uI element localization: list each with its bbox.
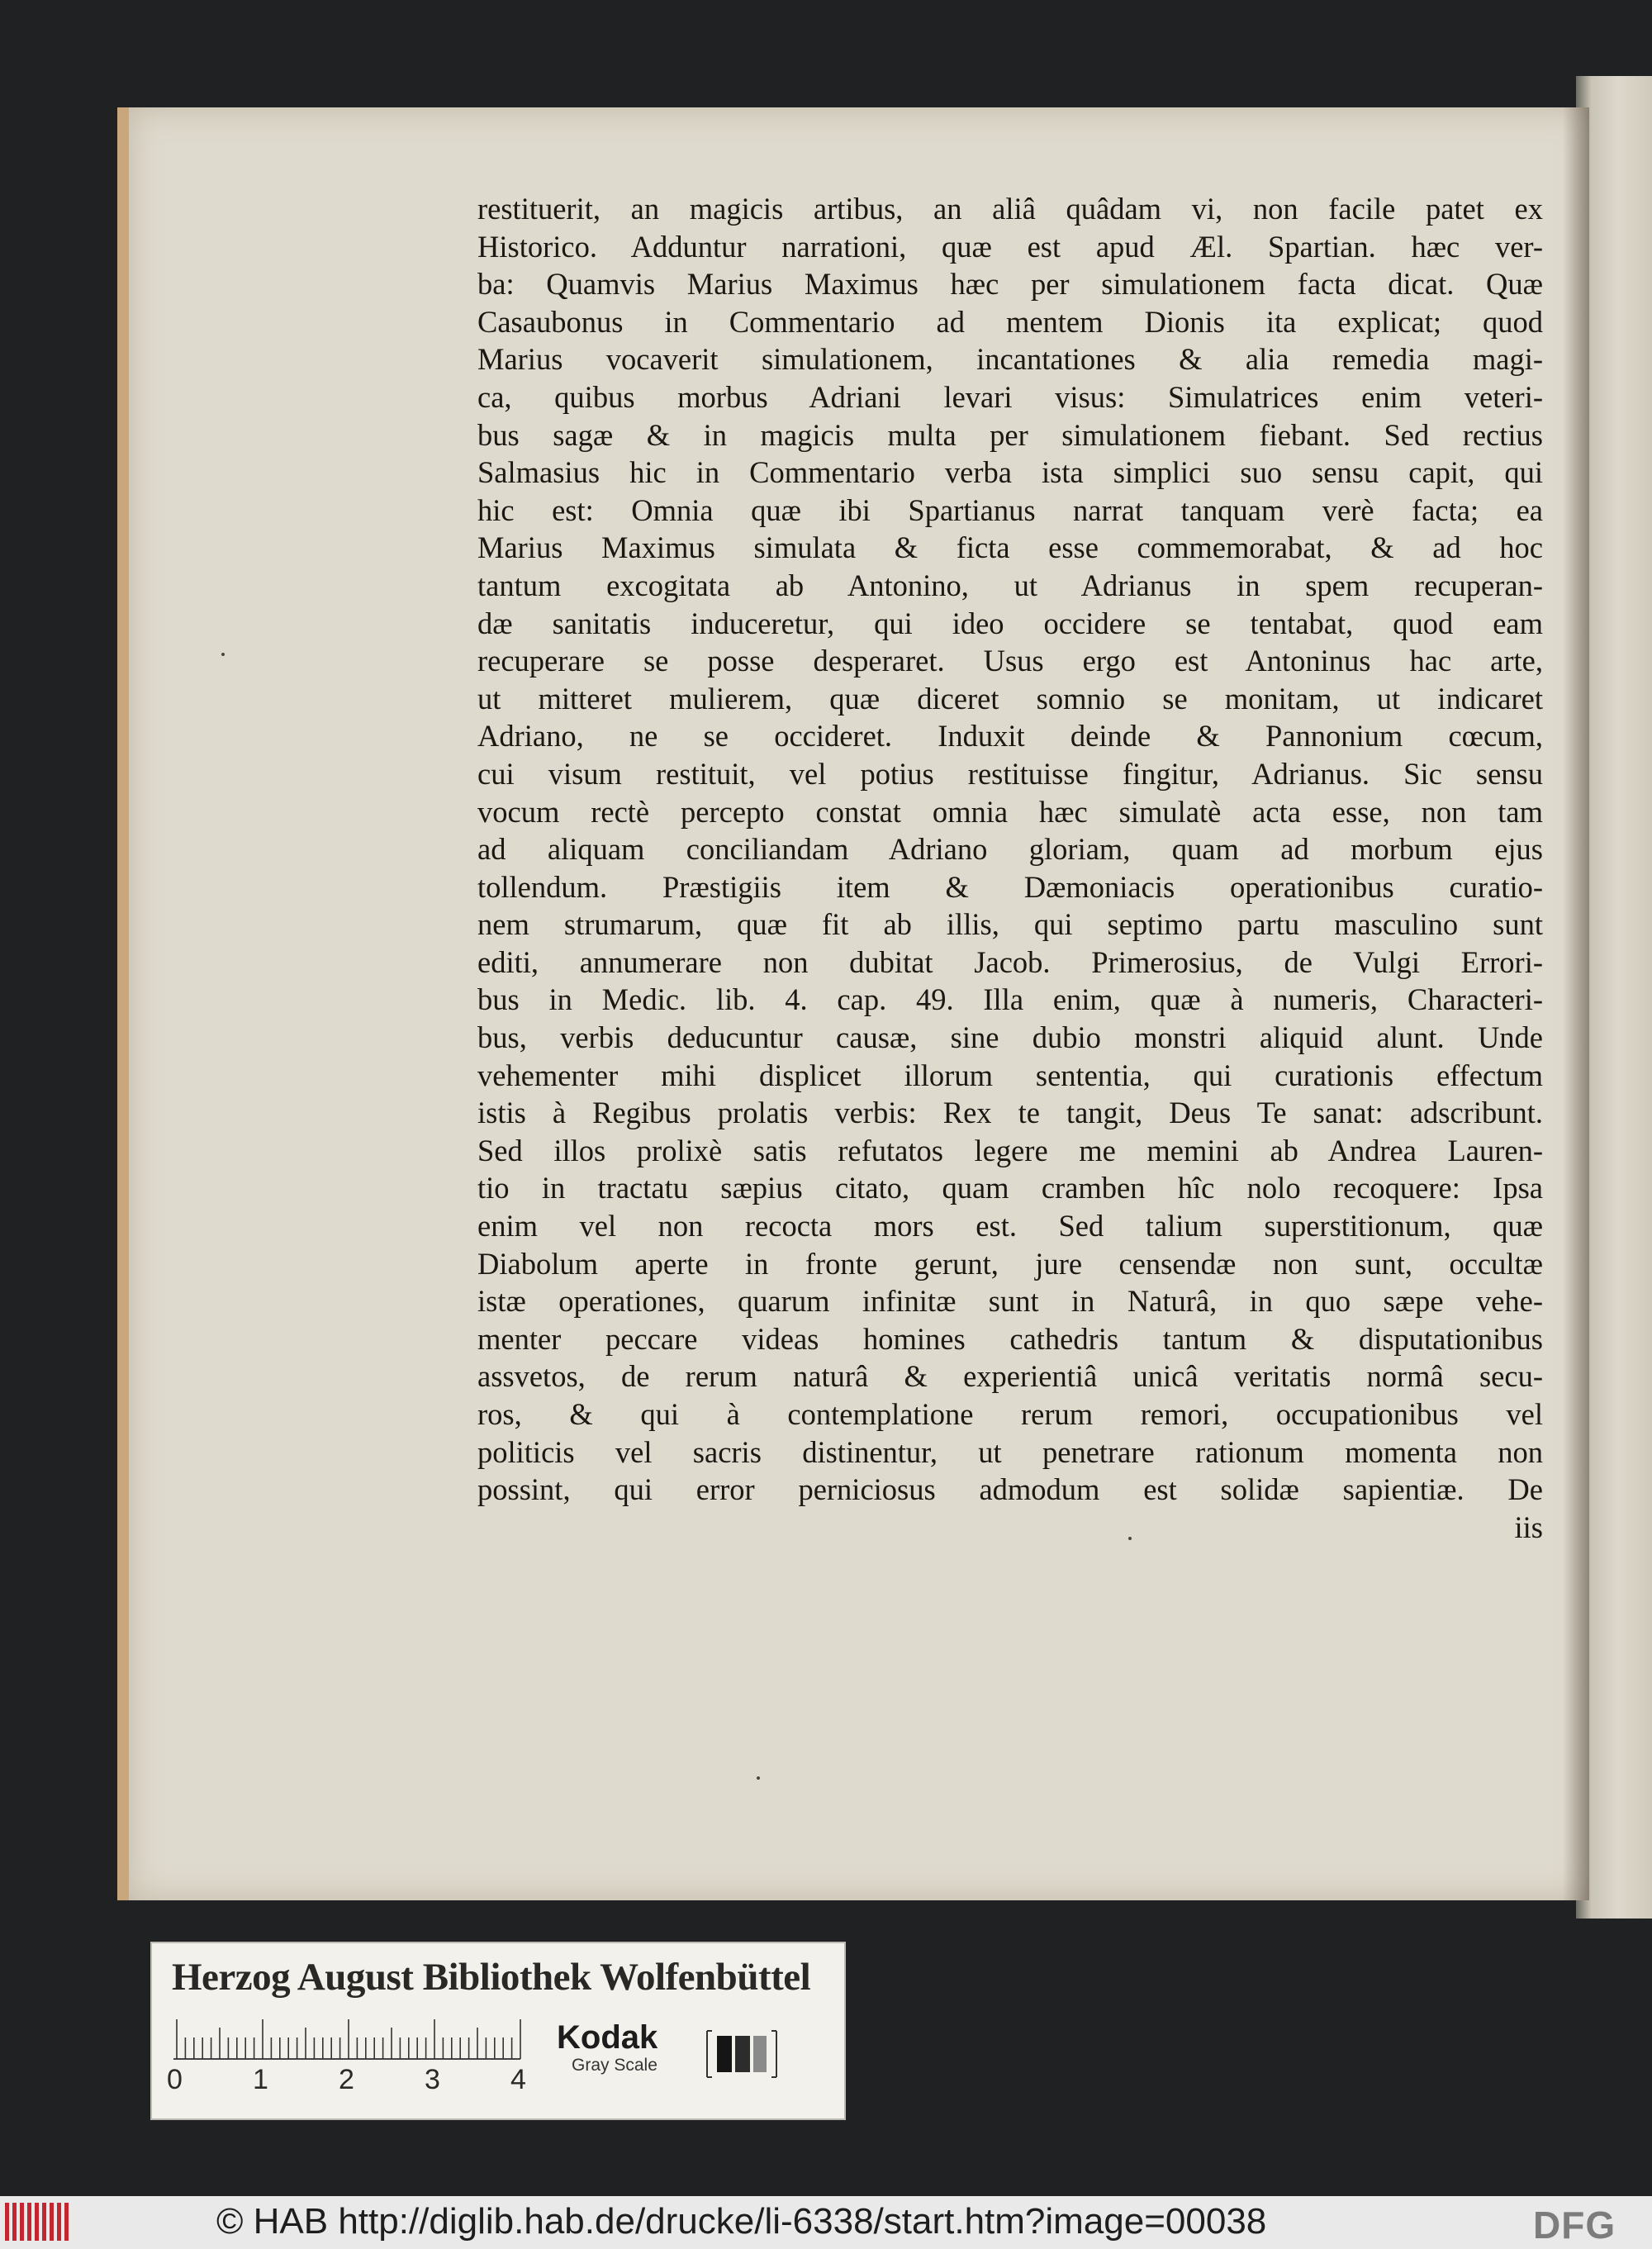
text-line: tantum excogitata ab Antonino, ut Adrianus in spem recuperan- bbox=[477, 568, 1543, 602]
gray-patches-icon bbox=[705, 2028, 780, 2080]
paper-speck bbox=[757, 1776, 760, 1780]
text-line: Sed illos prolixè satis refutatos legere me memini ab Andrea Lauren- bbox=[477, 1133, 1543, 1167]
paper-speck bbox=[221, 653, 225, 656]
text-line: istis à Regibus prolatis verbis: Rex te tangit, Deus Te sanat: adscribunt. bbox=[477, 1096, 1543, 1130]
text-line: bus, verbis deducuntur causæ, sine dubio monstri aliquid alunt. Unde bbox=[477, 1020, 1543, 1055]
text-line: ad aliquam conciliandam Adriano gloriam, quam ad morbum ejus bbox=[477, 832, 1543, 867]
text-line: vehementer mihi displicet illorum sententia, qui curationis effectum bbox=[477, 1058, 1543, 1092]
hab-logo-icon bbox=[2, 2198, 73, 2246]
text-line: ros, & qui à contemplatione rerum remori, occupationibus vel bbox=[477, 1397, 1543, 1431]
text-line: vocum rectè percepto constat omnia hæc simulatè acta esse, non tam bbox=[477, 794, 1543, 829]
text-line: possint, qui error perniciosus admodum est solidæ sapientiæ. De bbox=[477, 1472, 1543, 1507]
ruler-number: 3 bbox=[425, 2064, 440, 2095]
text-line: bus sagæ & in magicis multa per simulationem fiebant. Sed rectius bbox=[477, 417, 1543, 452]
text-line: ut mitteret mulierem, quæ diceret somnio se monitam, ut indicaret bbox=[477, 681, 1543, 716]
ruler-number: 0 bbox=[167, 2064, 183, 2095]
text-line: Marius vocaverit simulationem, incantationes & alia remedia magi- bbox=[477, 342, 1543, 377]
text-line: bus in Medic. lib. 4. cap. 49. Illa enim, quæ à numeris, Characteri- bbox=[477, 982, 1543, 1017]
text-line: enim vel non recocta mors est. Sed talium superstitionum, quæ bbox=[477, 1209, 1543, 1243]
text-line: hic est: Omnia quæ ibi Spartianus narrat tanquam verè facta; ea bbox=[477, 492, 1543, 527]
text-line: menter peccare videas homines cathedris tantum & disputationibus bbox=[477, 1321, 1543, 1356]
ruler-number: 4 bbox=[510, 2064, 526, 2095]
text-line: Salmasius hic in Commentario verba ista simplici suo sensu capit, qui bbox=[477, 455, 1543, 490]
copyright-url[interactable]: © HAB http://diglib.hab.de/drucke/li-6338/start.htm?image=00038 bbox=[216, 2201, 1267, 2242]
text-line: Adriano, ne se occideret. Induxit deinde & Pannonium cœcum, bbox=[477, 719, 1543, 754]
text-line: recuperare se posse desperaret. Usus ergo est Antoninus hac arte, bbox=[477, 644, 1543, 678]
text-line: istæ operationes, quarum infinitæ sunt in Naturâ, in quo sæpe vehe- bbox=[477, 1284, 1543, 1319]
kodak-logo: Kodak bbox=[557, 2019, 658, 2056]
body-text bbox=[477, 190, 1543, 1546]
grayscale-label: Gray Scale bbox=[572, 2056, 657, 2075]
text-line: ca, quibus morbus Adriani levari visus: Simulatrices enim veteri- bbox=[477, 379, 1543, 414]
text-line: nem strumarum, quæ fit ab illis, qui septimo partu masculino sunt bbox=[477, 907, 1543, 942]
text-line: assvetos, de rerum naturâ & experientiâ unicâ veritatis normâ secu- bbox=[477, 1359, 1543, 1394]
text-line: editi, annumerare non dubitat Jacob. Primerosius, de Vulgi Errori- bbox=[477, 944, 1543, 979]
text-line: tio in tractatu sæpius citato, quam cramben hîc nolo recoquere: Ipsa bbox=[477, 1171, 1543, 1205]
text-line: Casaubonus in Commentario ad mentem Dionis ita explicat; quod bbox=[477, 304, 1543, 339]
library-name: Herzog August Bibliothek Wolfenbüttel bbox=[172, 1956, 811, 1999]
ruler-number: 1 bbox=[253, 2064, 268, 2095]
text-line: cui visum restituit, vel potius restituisse fingitur, Adrianus. Sic sensu bbox=[477, 756, 1543, 791]
footer-bar bbox=[0, 2196, 1652, 2249]
text-line: ba: Quamvis Marius Maximus hæc per simulationem facta dicat. Quæ bbox=[477, 267, 1543, 302]
dfg-logo: DFG bbox=[1533, 2204, 1616, 2247]
text-line: Diabolum aperte in fronte gerunt, jure censendæ non sunt, occultæ bbox=[477, 1246, 1543, 1281]
text-line: Historico. Adduntur narrationi, quæ est apud Æl. Spartian. hæc ver- bbox=[477, 229, 1543, 264]
text-line: tollendum. Præstigiis item & Dæmoniacis operationibus curatio- bbox=[477, 869, 1543, 904]
text-line: Marius Maximus simulata & ficta esse commemorabat, & ad hoc bbox=[477, 530, 1543, 565]
book-page bbox=[117, 107, 1589, 1900]
catchword: iis bbox=[1514, 1510, 1543, 1544]
text-line: politicis vel sacris distinentur, ut penetrare rationum momenta non bbox=[477, 1434, 1543, 1469]
page-gutter-shadow bbox=[1563, 107, 1589, 1900]
text-line: restituerit, an magicis artibus, an aliâ quâdam vi, non facile patet ex bbox=[477, 192, 1543, 226]
ruler-number: 2 bbox=[339, 2064, 354, 2095]
text-line: dæ sanitatis induceretur, qui ideo occidere se tentabat, quod eam bbox=[477, 606, 1543, 640]
color-calibration-card bbox=[150, 1942, 846, 2120]
